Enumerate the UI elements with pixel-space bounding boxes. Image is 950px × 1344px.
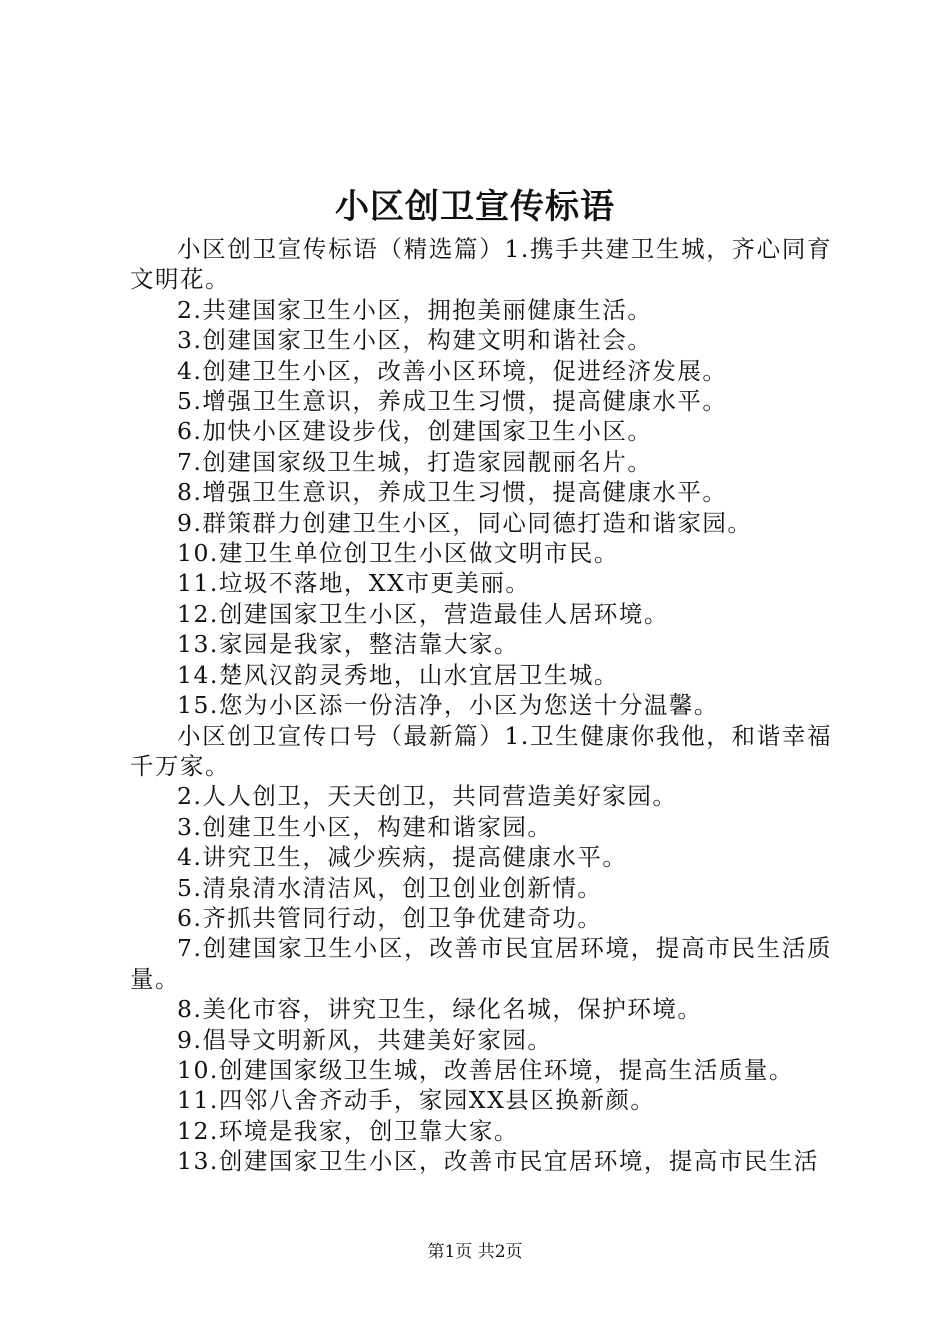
paragraph: 14.楚风汉韵灵秀地，山水宜居卫生城。 [177,660,619,689]
paragraph: 10.创建国家级卫生城，改善居住环境，提高生活质量。 [177,1055,794,1084]
paragraph: 11.四邻八舍齐动手，家园XX县区换新颜。 [177,1086,656,1115]
page-footer: 第1页 共2页 [427,1242,523,1262]
paragraph: 8.美化市容，讲究卫生，绿化名城，保护环境。 [177,995,703,1024]
paragraph: 4.讲究卫生，减少疾病，提高健康水平。 [177,843,628,872]
paragraph: 6.加快小区建设步伐，创建国家卫生小区。 [177,417,653,446]
paragraph: 2.共建国家卫生小区，拥抱美丽健康生活。 [177,295,653,324]
paragraph: 小区创卫宣传标语（精选篇）1.携手共建卫生城，齐心同育文明花。 [130,235,832,294]
paragraph: 7.创建国家级卫生城，打造家园靓丽名片。 [177,447,653,476]
paragraph: 13.家园是我家，整洁靠大家。 [177,630,519,659]
paragraph: 5.清泉清水清洁风，创卫创业创新情。 [177,873,603,902]
document-body [130,234,832,1177]
paragraph: 8.增强卫生意识，养成卫生习惯，提高健康水平。 [177,478,728,507]
paragraph: 2.人人创卫，天天创卫，共同营造美好家园。 [177,782,678,811]
paragraph: 4.创建卫生小区，改善小区环境，促进经济发展。 [177,356,728,385]
paragraph: 9.群策群力创建卫生小区，同心同德打造和谐家园。 [177,508,753,537]
paragraph: 12.创建国家卫生小区，营造最佳人居环境。 [177,599,669,628]
paragraph: 12.环境是我家，创卫靠大家。 [177,1116,519,1145]
paragraph: 3.创建国家卫生小区，构建文明和谐社会。 [177,326,653,355]
paragraph: 5.增强卫生意识，养成卫生习惯，提高健康水平。 [177,387,728,416]
paragraph: 11.垃圾不落地，XX市更美丽。 [177,569,531,598]
paragraph: 7.创建国家卫生小区，改善市民宜居环境，提高市民生活质量。 [130,934,832,993]
paragraph: 6.齐抓共管同行动，创卫争优建奇功。 [177,903,603,932]
paragraph: 3.创建卫生小区，构建和谐家园。 [177,812,553,841]
document-title: 小区创卫宣传标语 [335,187,615,227]
paragraph: 15.您为小区添一份洁净，小区为您送十分温馨。 [177,691,719,720]
paragraph: 小区创卫宣传口号（最新篇）1.卫生健康你我他，和谐幸福千万家。 [130,721,832,780]
paragraph: 13.创建国家卫生小区，改善市民宜居环境，提高市民生活 [177,1147,819,1176]
paragraph: 10.建卫生单位创卫生小区做文明市民。 [177,539,619,568]
paragraph: 9.倡导文明新风，共建美好家园。 [177,1025,553,1054]
